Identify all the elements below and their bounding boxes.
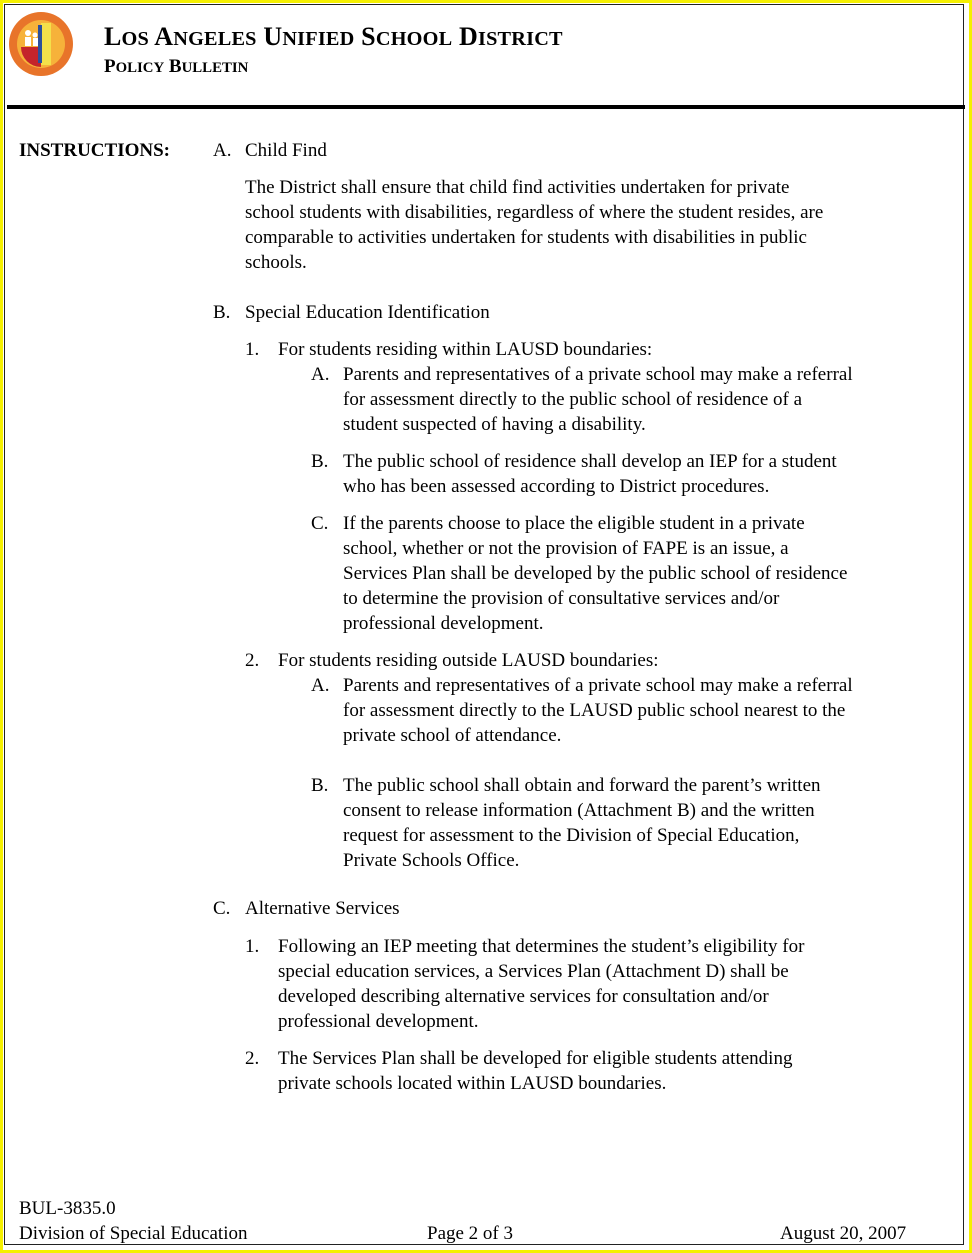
list-item-line: professional development. bbox=[278, 1011, 479, 1032]
section-marker: A. bbox=[213, 140, 232, 161]
sub-item-line: The public school of residence shall develop an IEP for a student bbox=[343, 451, 837, 472]
sub-item-marker: A. bbox=[311, 675, 330, 696]
sub-item-line: student suspected of having a disability. bbox=[343, 414, 646, 435]
list-item-line: private schools located within LAUSD boundaries. bbox=[278, 1073, 667, 1094]
footer-bulletin-number: BUL-3835.0 bbox=[19, 1198, 116, 1219]
list-marker: 1. bbox=[245, 339, 260, 360]
sub-item-line: The public school shall obtain and forward the parent’s written bbox=[343, 775, 821, 796]
list-item-line: developed describing alternative services for consultation and/or bbox=[278, 986, 769, 1007]
sub-item-line: consent to release information (Attachment B) and the written bbox=[343, 800, 815, 821]
section-marker: B. bbox=[213, 302, 231, 323]
sub-item-line: for assessment directly to the public school of residence of a bbox=[343, 389, 803, 410]
list-item-line: Following an IEP meeting that determines the student’s eligibility for bbox=[278, 936, 805, 957]
header-rule bbox=[7, 105, 965, 109]
sub-item-line: Services Plan shall be developed by the public school of residence bbox=[343, 563, 848, 584]
district-title: LOS ANGELES UNIFIED SCHOOL DISTRICT bbox=[104, 22, 563, 51]
instructions-label: INSTRUCTIONS: bbox=[19, 140, 170, 161]
footer-division: Division of Special Education bbox=[19, 1223, 248, 1244]
section-marker: C. bbox=[213, 898, 231, 919]
sub-item-marker: A. bbox=[311, 364, 330, 385]
sub-item-line: who has been assessed according to District procedures. bbox=[343, 476, 770, 497]
sub-item-line: Private Schools Office. bbox=[343, 850, 520, 871]
list-item-text: For students residing outside LAUSD boundaries: bbox=[278, 650, 659, 671]
sub-item-line: school, whether or not the provision of FAPE is an issue, a bbox=[343, 538, 789, 559]
sub-item-line: Parents and representatives of a private school may make a referral bbox=[343, 675, 853, 696]
footer-date: August 20, 2007 bbox=[780, 1223, 907, 1244]
paragraph-line: schools. bbox=[245, 252, 307, 273]
list-item-line: special education services, a Services Plan (Attachment D) shall be bbox=[278, 961, 789, 982]
paragraph-line: comparable to activities undertaken for students with disabilities in public bbox=[245, 227, 807, 248]
list-marker: 1. bbox=[245, 936, 260, 957]
list-item-line: The Services Plan shall be developed for eligible students attending bbox=[278, 1048, 793, 1069]
sub-item-marker: B. bbox=[311, 775, 329, 796]
sub-item-line: for assessment directly to the LAUSD public school nearest to the bbox=[343, 700, 846, 721]
list-item-text: For students residing within LAUSD boundaries: bbox=[278, 339, 653, 360]
sub-item-marker: C. bbox=[311, 513, 329, 534]
paragraph-line: school students with disabilities, regardless of where the student resides, are bbox=[245, 202, 824, 223]
sub-item-marker: B. bbox=[311, 451, 329, 472]
footer-page-number: Page 2 of 3 bbox=[427, 1223, 514, 1244]
list-marker: 2. bbox=[245, 650, 260, 671]
section-heading: Special Education Identification bbox=[245, 302, 490, 323]
list-marker: 2. bbox=[245, 1048, 260, 1069]
sub-item-line: Parents and representatives of a private school may make a referral bbox=[343, 364, 853, 385]
district-seal-logo bbox=[8, 11, 74, 77]
section-heading: Alternative Services bbox=[245, 898, 400, 919]
sub-item-line: If the parents choose to place the eligible student in a private bbox=[343, 513, 805, 534]
sub-item-line: request for assessment to the Division of Special Education, bbox=[343, 825, 800, 846]
sub-item-line: to determine the provision of consultative services and/or bbox=[343, 588, 780, 609]
sub-item-line: private school of attendance. bbox=[343, 725, 562, 746]
bulletin-subtitle: POLICY BULLETIN bbox=[104, 56, 249, 77]
sub-item-line: professional development. bbox=[343, 613, 544, 634]
section-heading: Child Find bbox=[245, 140, 327, 161]
paragraph-line: The District shall ensure that child find activities undertaken for private bbox=[245, 177, 790, 198]
